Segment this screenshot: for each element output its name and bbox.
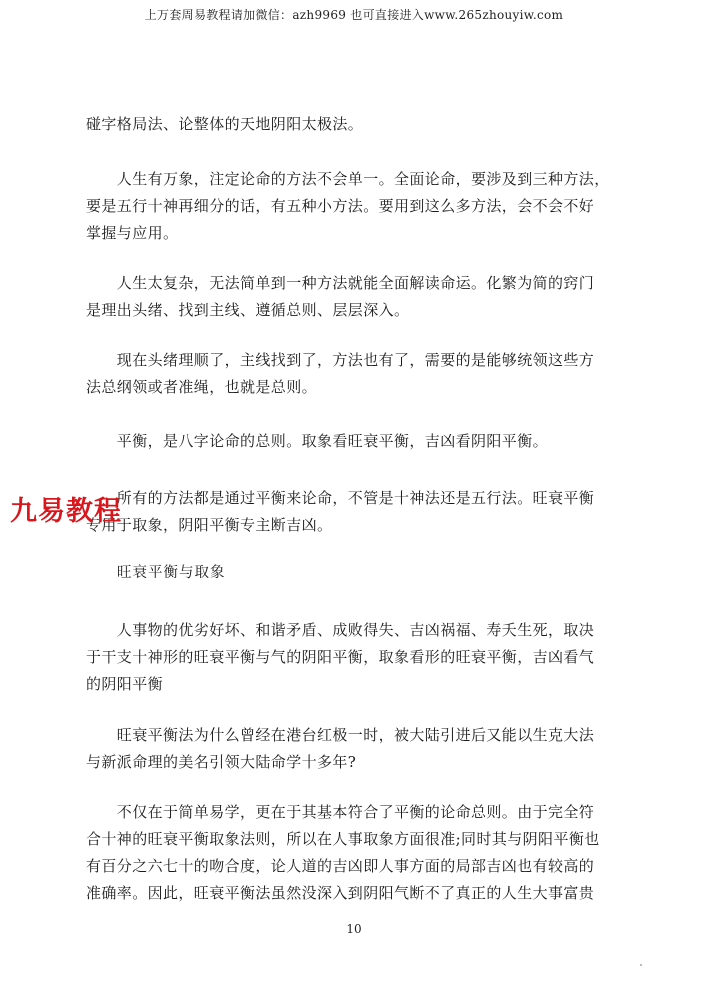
text-line: 现在头绪理顺了，主线找到了，方法也有了，需要的是能够统领这些方: [86, 351, 595, 369]
paragraph-6: [86, 485, 616, 539]
paragraph-2: [86, 166, 616, 247]
page-header: 上万套周易教程请加微信：azh9969 也可直接进入www.265zhouyiw.com: [144, 8, 564, 22]
paragraph-5: [86, 428, 616, 455]
text-line: 不仅在于简单易学，更在于其基本符合了平衡的论命总则。由于完全符: [86, 803, 595, 821]
text-line: 与新派命理的美名引领大陆命学十多年?: [86, 753, 357, 771]
page-number: 10: [346, 922, 362, 936]
text-line: 是理出头绪、找到主线、遵循总则、层层深入。: [86, 301, 410, 319]
text-line: 的阴阳平衡: [86, 675, 164, 693]
text-line: 法总纲领或者准绳，也就是总则。: [86, 378, 318, 396]
text-line: 掌握与应用。: [86, 224, 179, 242]
text-line: 有百分之六七十的吻合度，论人道的吉凶即人事方面的局部吉凶也有较高的: [86, 857, 595, 875]
paragraph-8: [86, 722, 616, 776]
text-line: 准确率。因此，旺衰平衡法虽然没深入到阴阳气断不了真正的人生大事富贵: [86, 884, 595, 902]
text-line: 于干支十神形的旺衰平衡与气的阴阳平衡，取象看形的旺衰平衡，吉凶看气: [86, 648, 595, 666]
text-line: 专用于取象，阴阳平衡专主断吉凶。: [86, 516, 333, 534]
text-line: 碰字格局法、论整体的天地阴阳太极法。: [86, 115, 364, 133]
scan-speck: [640, 964, 642, 966]
watermark-logo: 九易教程: [10, 496, 122, 527]
section-heading: [86, 560, 616, 587]
text-line: 旺衰平衡与取象: [86, 565, 226, 581]
text-line: 平衡，是八字论命的总则。取象看旺衰平衡，吉凶看阴阳平衡。: [86, 432, 549, 450]
text-line: 人生太复杂，无法简单到一种方法就能全面解读命运。化繁为简的窍门: [86, 274, 595, 292]
paragraph-7: [86, 617, 616, 698]
text-line: 要是五行十神再细分的话，有五种小方法。要用到这么多方法，会不会不好: [86, 197, 595, 215]
text-line: 旺衰平衡法为什么曾经在港台红极一时，被大陆引进后又能以生克大法: [86, 726, 595, 744]
paragraph-9: [86, 799, 616, 907]
text-line: 人生有万象，注定论命的方法不会单一。全面论命，要涉及到三种方法，: [86, 170, 610, 188]
text-line: 所有的方法都是通过平衡来论命，不管是十神法还是五行法。旺衰平衡: [86, 489, 595, 507]
text-line: 人事物的优劣好坏、和谐矛盾、成败得失、吉凶祸福、寿夭生死，取决: [86, 621, 595, 639]
text-line: 合十神的旺衰平衡取象法则，所以在人事取象方面很准;同时其与阴阳平衡也: [86, 830, 600, 848]
paragraph-3: [86, 270, 616, 324]
paragraph-1: [86, 111, 616, 138]
paragraph-4: [86, 347, 616, 401]
